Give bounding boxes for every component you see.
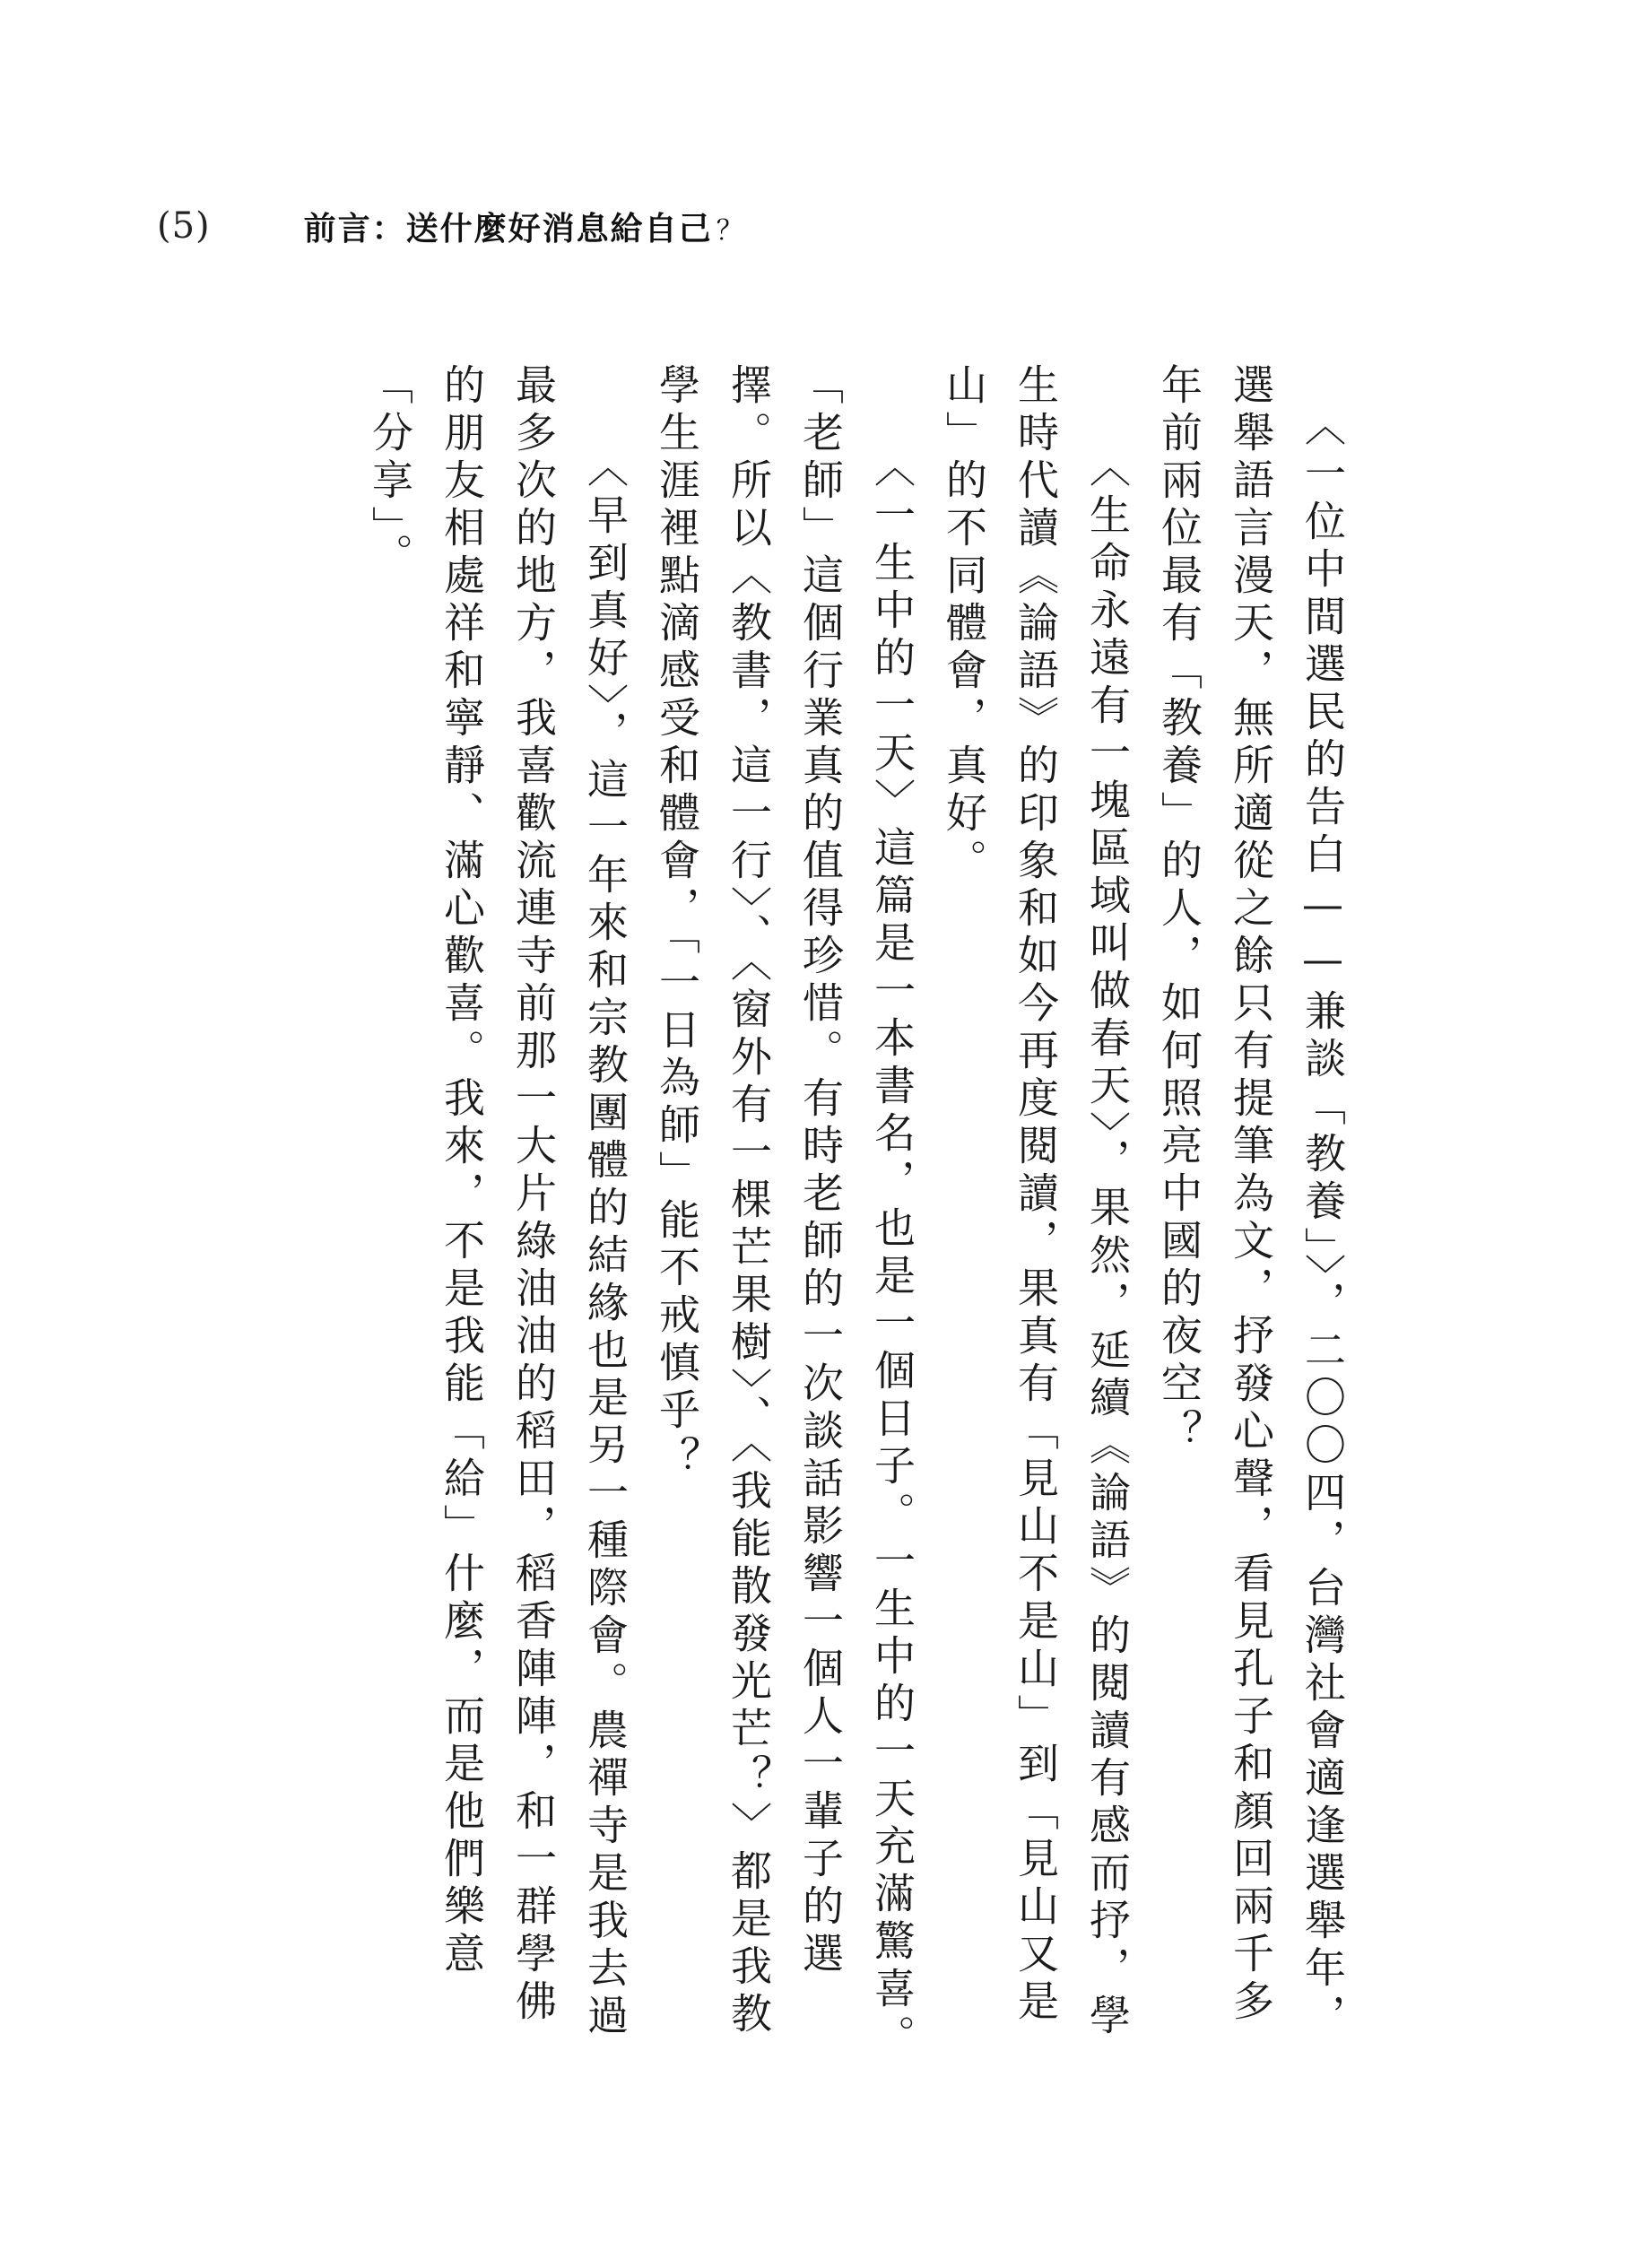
page-number: (5)	[157, 205, 211, 247]
paragraph: 〈一生中的一天〉這篇是一本書名，也是一個日子。一生中的一天充滿驚喜。「老師」這個行業真的值得珍惜。有時老師的一次談話影響一個人一輩子的選擇。所以〈教書，這一行〉、〈窗外有一棵芒果樹〉、〈我能散發光芒？〉都是我教學生涯裡點滴感受和體會，「一日為師」能不戒慎乎？	[653, 363, 916, 2062]
paragraph: 〈早到真好〉，這一年來和宗教團體的結緣也是另一種際會。農禪寺是我去過最多次的地方，我喜歡流連寺前那一大片綠油油的稻田，稻香陣陣，和一群學佛的朋友相處祥和寧靜、滿心歡喜。我來，不是我能「給」什麼，而是他們樂意「分享」。	[366, 363, 630, 2041]
body-text	[274, 363, 1359, 2072]
chapter-title-question-mark: ？	[716, 214, 745, 247]
chapter-title-text: 前言：送什麼好消息給自己	[303, 210, 713, 248]
chapter-title	[304, 204, 745, 249]
paragraph: 〈生命永遠有一塊區域叫做春天〉，果然，延續《論語》的閱讀有感而抒，學生時代讀《論語》的印象和如今再度閱讀，果真有「見山不是山」到「見山又是山」的不同體會，真好。	[940, 363, 1132, 2041]
page-header	[157, 199, 745, 253]
paragraph: 〈一位中間選民的告白——兼談「教養」〉，二〇〇四，台灣社會適逢選舉年，選舉語言漫天，無所適從之餘只有提筆為文，抒發心聲，看見孔子和顏回兩千多年前兩位最有「教養」的人，如何照亮中國的夜空？	[1155, 363, 1347, 2041]
